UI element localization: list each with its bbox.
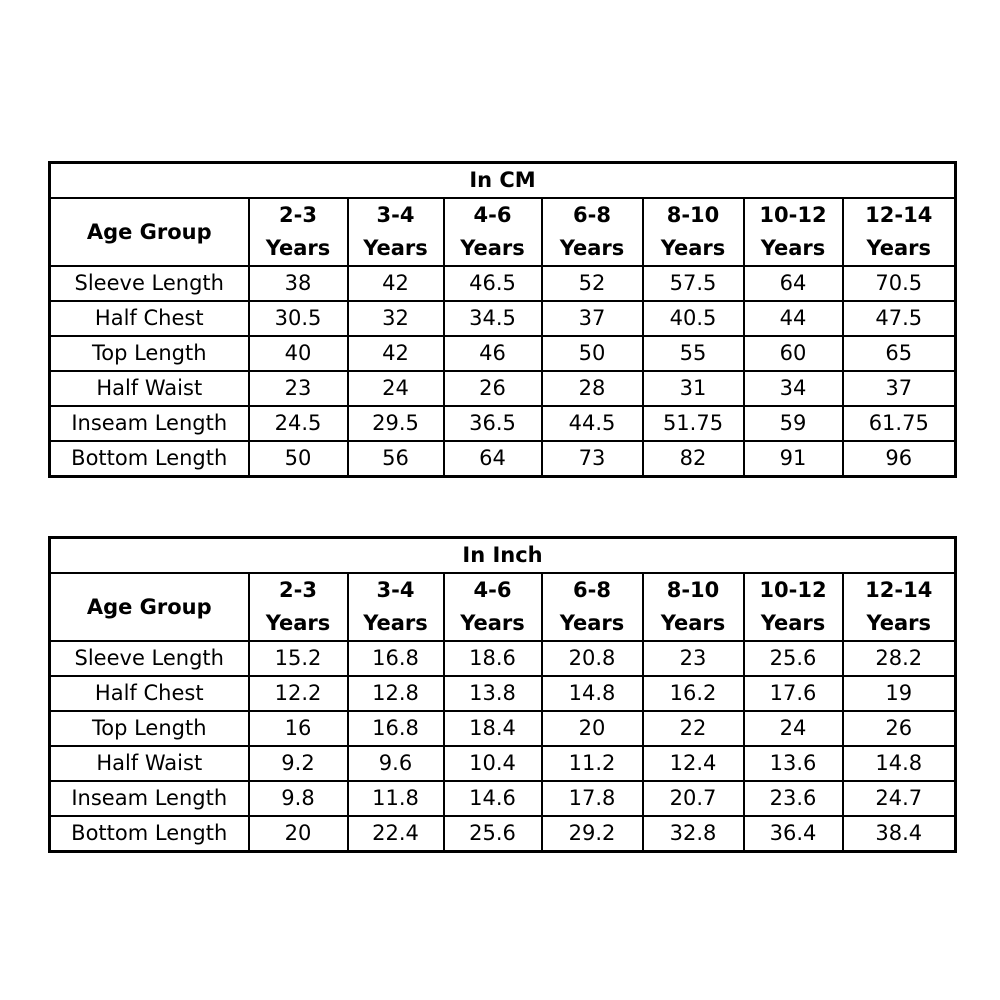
column-range: 12-14 bbox=[865, 203, 933, 227]
table-row bbox=[50, 781, 956, 816]
table-cell: 9.6 bbox=[348, 746, 444, 781]
table-cell: 51.75 bbox=[643, 406, 744, 441]
table-cell: 46 bbox=[444, 336, 542, 371]
table-cell: 22 bbox=[643, 711, 744, 746]
column-header bbox=[542, 573, 643, 641]
table-cell: 65 bbox=[843, 336, 956, 371]
table-cell: 42 bbox=[348, 336, 444, 371]
column-range: 8-10 bbox=[666, 203, 720, 227]
column-range: 4-6 bbox=[473, 203, 512, 227]
table-cell: 37 bbox=[542, 301, 643, 336]
table-cell: 12.4 bbox=[643, 746, 744, 781]
column-range: 3-4 bbox=[376, 578, 415, 602]
column-range: 8-10 bbox=[666, 578, 720, 602]
table-cell: 9.2 bbox=[249, 746, 348, 781]
column-header bbox=[348, 198, 444, 266]
table-cell: 13.6 bbox=[744, 746, 843, 781]
table-cell: 32 bbox=[348, 301, 444, 336]
table-cell: 16 bbox=[249, 711, 348, 746]
column-unit: Years bbox=[559, 611, 625, 635]
table-cell: 64 bbox=[744, 266, 843, 301]
column-header bbox=[843, 198, 956, 266]
table-cell: 24 bbox=[348, 371, 444, 406]
table-cell: 30.5 bbox=[249, 301, 348, 336]
table-cell: 50 bbox=[249, 441, 348, 477]
table-row bbox=[50, 371, 956, 406]
row-label: Top Length bbox=[50, 711, 249, 746]
table-cell: 91 bbox=[744, 441, 843, 477]
size-chart-table-cm bbox=[48, 161, 957, 478]
table-cell: 20.8 bbox=[542, 641, 643, 676]
column-unit: Years bbox=[660, 236, 726, 260]
table-cell: 40 bbox=[249, 336, 348, 371]
table-title: In CM bbox=[50, 163, 956, 199]
column-header bbox=[744, 198, 843, 266]
header-row bbox=[50, 198, 956, 266]
table-row bbox=[50, 301, 956, 336]
table-cell: 36.4 bbox=[744, 816, 843, 852]
table-cell: 24.7 bbox=[843, 781, 956, 816]
table-cell: 96 bbox=[843, 441, 956, 477]
table-cell: 12.2 bbox=[249, 676, 348, 711]
table-cell: 25.6 bbox=[444, 816, 542, 852]
table-cell: 10.4 bbox=[444, 746, 542, 781]
table-cell: 23.6 bbox=[744, 781, 843, 816]
column-header bbox=[744, 573, 843, 641]
row-label: Top Length bbox=[50, 336, 249, 371]
table-cell: 60 bbox=[744, 336, 843, 371]
table-cell: 17.6 bbox=[744, 676, 843, 711]
table-row bbox=[50, 406, 956, 441]
table-cell: 22.4 bbox=[348, 816, 444, 852]
column-unit: Years bbox=[460, 236, 525, 260]
table-cell: 11.8 bbox=[348, 781, 444, 816]
table-cell: 52 bbox=[542, 266, 643, 301]
table-cell: 24 bbox=[744, 711, 843, 746]
column-header bbox=[643, 198, 744, 266]
row-label: Bottom Length bbox=[50, 441, 249, 477]
age-group-header: Age Group bbox=[50, 573, 249, 641]
table-cell: 20 bbox=[542, 711, 643, 746]
table-cell: 20.7 bbox=[643, 781, 744, 816]
column-unit: Years bbox=[265, 611, 331, 635]
table-row bbox=[50, 641, 956, 676]
column-range: 6-8 bbox=[573, 578, 611, 602]
column-unit: Years bbox=[559, 236, 625, 260]
table-cell: 17.8 bbox=[542, 781, 643, 816]
table-cell: 23 bbox=[249, 371, 348, 406]
table-cell: 18.6 bbox=[444, 641, 542, 676]
column-range: 2-3 bbox=[279, 578, 317, 602]
row-label: Half Waist bbox=[50, 371, 249, 406]
table-cell: 26 bbox=[843, 711, 956, 746]
column-header bbox=[249, 198, 348, 266]
table-cell: 56 bbox=[348, 441, 444, 477]
column-header bbox=[348, 573, 444, 641]
header-row bbox=[50, 573, 956, 641]
column-range: 4-6 bbox=[473, 578, 512, 602]
table-cell: 61.75 bbox=[843, 406, 956, 441]
column-unit: Years bbox=[660, 611, 726, 635]
table-cell: 59 bbox=[744, 406, 843, 441]
table-cell: 23 bbox=[643, 641, 744, 676]
table-cell: 9.8 bbox=[249, 781, 348, 816]
column-range: 10-12 bbox=[759, 578, 827, 602]
table-cell: 16.8 bbox=[348, 641, 444, 676]
table-cell: 40.5 bbox=[643, 301, 744, 336]
column-unit: Years bbox=[363, 611, 428, 635]
table-cell: 55 bbox=[643, 336, 744, 371]
column-header bbox=[643, 573, 744, 641]
table-cell: 34.5 bbox=[444, 301, 542, 336]
table-cell: 11.2 bbox=[542, 746, 643, 781]
column-unit: Years bbox=[760, 236, 826, 260]
table-cell: 42 bbox=[348, 266, 444, 301]
table-cell: 14.8 bbox=[843, 746, 956, 781]
table-cell: 25.6 bbox=[744, 641, 843, 676]
table-cell: 38.4 bbox=[843, 816, 956, 852]
table-cell: 32.8 bbox=[643, 816, 744, 852]
table-cell: 44.5 bbox=[542, 406, 643, 441]
table-cell: 46.5 bbox=[444, 266, 542, 301]
column-range: 10-12 bbox=[759, 203, 827, 227]
column-unit: Years bbox=[265, 236, 331, 260]
column-header bbox=[444, 573, 542, 641]
table-cell: 16.2 bbox=[643, 676, 744, 711]
table-row bbox=[50, 676, 956, 711]
table-cell: 20 bbox=[249, 816, 348, 852]
table-row bbox=[50, 266, 956, 301]
table-cell: 31 bbox=[643, 371, 744, 406]
table-row bbox=[50, 441, 956, 477]
table-cell: 37 bbox=[843, 371, 956, 406]
column-header bbox=[249, 573, 348, 641]
table-cell: 16.8 bbox=[348, 711, 444, 746]
column-header bbox=[444, 198, 542, 266]
table-cell: 44 bbox=[744, 301, 843, 336]
table-cell: 47.5 bbox=[843, 301, 956, 336]
table-cell: 18.4 bbox=[444, 711, 542, 746]
table-cell: 57.5 bbox=[643, 266, 744, 301]
table-row bbox=[50, 816, 956, 852]
column-range: 6-8 bbox=[573, 203, 611, 227]
table-cell: 38 bbox=[249, 266, 348, 301]
column-unit: Years bbox=[760, 611, 826, 635]
column-unit: Years bbox=[363, 236, 428, 260]
table-cell: 28 bbox=[542, 371, 643, 406]
table-cell: 50 bbox=[542, 336, 643, 371]
table-cell: 70.5 bbox=[843, 266, 956, 301]
table-cell: 24.5 bbox=[249, 406, 348, 441]
column-unit: Years bbox=[866, 611, 932, 635]
table-cell: 73 bbox=[542, 441, 643, 477]
column-header bbox=[542, 198, 643, 266]
column-unit: Years bbox=[866, 236, 932, 260]
table-row bbox=[50, 711, 956, 746]
column-unit: Years bbox=[460, 611, 525, 635]
row-label: Half Chest bbox=[50, 676, 249, 711]
table-cell: 34 bbox=[744, 371, 843, 406]
table-cell: 15.2 bbox=[249, 641, 348, 676]
table-cell: 29.2 bbox=[542, 816, 643, 852]
table-cell: 28.2 bbox=[843, 641, 956, 676]
table-cell: 13.8 bbox=[444, 676, 542, 711]
column-range: 3-4 bbox=[376, 203, 415, 227]
table-cell: 14.6 bbox=[444, 781, 542, 816]
row-label: Bottom Length bbox=[50, 816, 249, 852]
size-chart-table-inch bbox=[48, 536, 957, 853]
row-label: Sleeve Length bbox=[50, 266, 249, 301]
age-group-header: Age Group bbox=[50, 198, 249, 266]
table-cell: 82 bbox=[643, 441, 744, 477]
row-label: Half Waist bbox=[50, 746, 249, 781]
table-cell: 19 bbox=[843, 676, 956, 711]
row-label: Inseam Length bbox=[50, 781, 249, 816]
table-cell: 12.8 bbox=[348, 676, 444, 711]
table-cell: 64 bbox=[444, 441, 542, 477]
table-cell: 26 bbox=[444, 371, 542, 406]
table-cell: 14.8 bbox=[542, 676, 643, 711]
row-label: Inseam Length bbox=[50, 406, 249, 441]
row-label: Sleeve Length bbox=[50, 641, 249, 676]
table-cell: 36.5 bbox=[444, 406, 542, 441]
column-range: 12-14 bbox=[865, 578, 933, 602]
table-row bbox=[50, 336, 956, 371]
table-cell: 29.5 bbox=[348, 406, 444, 441]
row-label: Half Chest bbox=[50, 301, 249, 336]
table-row bbox=[50, 746, 956, 781]
column-range: 2-3 bbox=[279, 203, 317, 227]
column-header bbox=[843, 573, 956, 641]
table-title: In Inch bbox=[50, 538, 956, 574]
